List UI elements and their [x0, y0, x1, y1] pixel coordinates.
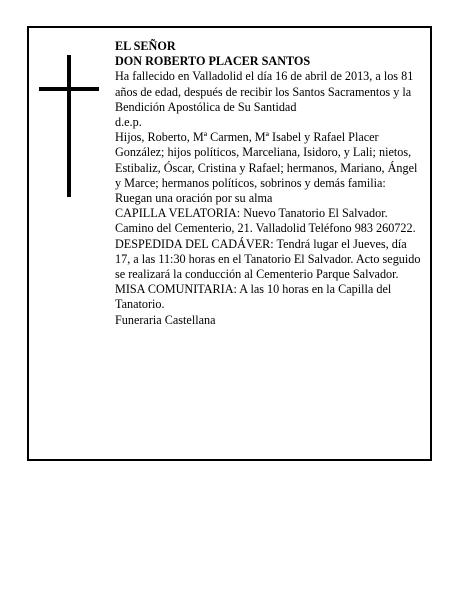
obituary-notice [27, 26, 432, 461]
cross-horizontal-bar [39, 87, 99, 91]
funeral-home: Funeraria Castellana [115, 312, 216, 327]
deceased-name: DON ROBERTO PLACER SANTOS [115, 54, 311, 69]
farewell-info [115, 237, 423, 283]
farewell-text: Tendrá lugar el Jueves, día 17, a las 11:30 horas en el Tanatorio El Salvador. Acto seguido se realizará la conducción al Cementerio Parque Salvador. [115, 236, 421, 282]
mass-info: MISA COMUNITARIA: A las 10 horas en la Capilla del Tanatorio. [115, 282, 392, 312]
chapel-info: CAPILLA VELATORIA: Nuevo Tanatorio El Salvador. Camino del Cementerio, 21. Valladolid Teléfono 983 260722. [115, 206, 416, 236]
notice-heading: EL SEÑOR [115, 39, 176, 53]
family-list: Hijos, Roberto, Mª Carmen, Mª Isabel y Rafael Placer González; hijos políticos, Marceliana, Isidoro, y Lali; nietos, Estibaliz, Óscar, Cristina y Rafael; hermanos, Mariano, Ángel y Marce; hermanos políticos, sobrinos y demás familia: [115, 130, 418, 190]
notice-content [115, 39, 423, 328]
rip-text: d.e.p. [115, 115, 142, 130]
farewell-label: DESPEDIDA DEL CADÁVER: [115, 236, 274, 251]
death-announcement: Ha fallecido en Valladolid el día 16 de abril de 2013, a los 81 años de edad, después de recibir los Santos Sacramentos y la Bendición Apostólica de Su Santidad [115, 69, 414, 114]
cross-vertical-bar [67, 55, 71, 197]
prayer-request: Ruegan una oración por su alma [115, 191, 273, 206]
